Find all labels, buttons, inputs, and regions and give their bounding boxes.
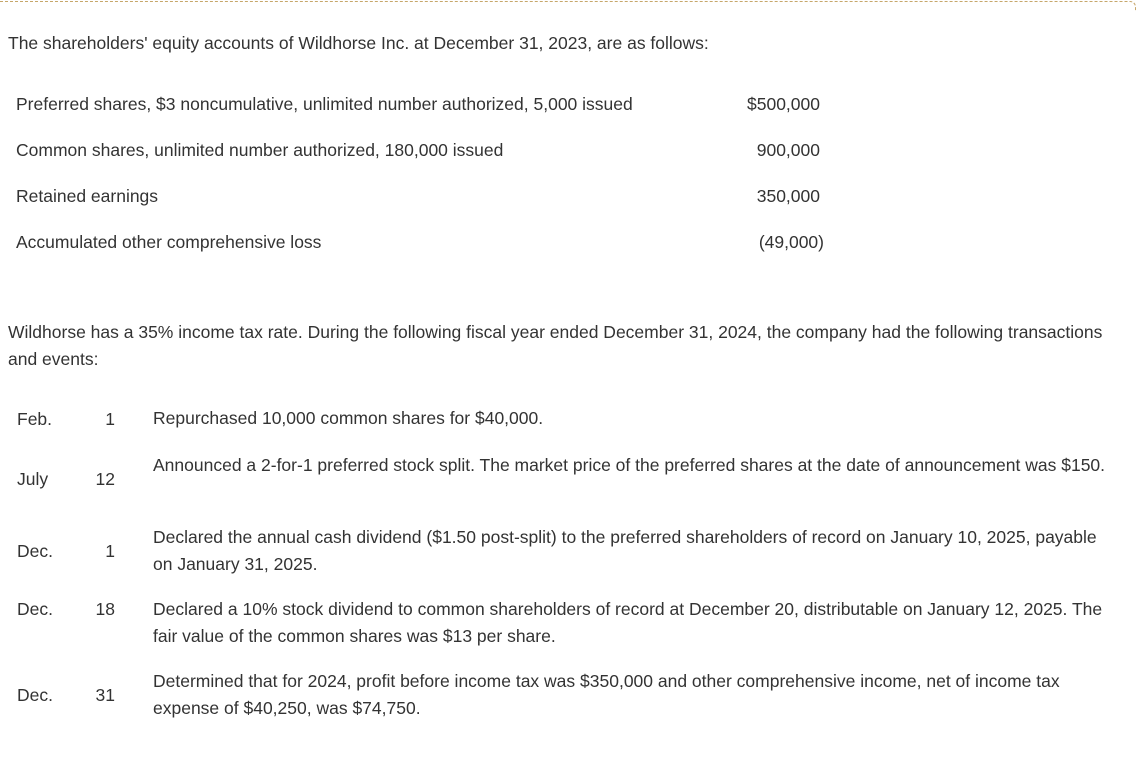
transaction-day: 18 xyxy=(95,599,115,619)
equity-amount: 900,000 xyxy=(756,140,820,160)
equity-label: Accumulated other comprehensive loss xyxy=(16,232,322,252)
equity-row xyxy=(16,182,836,228)
equity-label: Preferred shares, $3 noncumulative, unlimited number authorized, 5,000 issued xyxy=(16,94,633,114)
equity-label: Common shares, unlimited number authorized, 180,000 issued xyxy=(16,140,504,160)
transaction-month: July xyxy=(17,469,49,489)
transaction-day: 12 xyxy=(95,469,115,489)
equity-amount: 350,000 xyxy=(756,186,820,206)
transaction-description: Announced a 2-for-1 preferred stock split. The market price of the preferred shares at the date of announcement was $150. xyxy=(153,455,1106,475)
transaction-day: 1 xyxy=(105,409,115,429)
transaction-month: Dec. xyxy=(17,541,53,561)
transaction-description: Determined that for 2024, profit before income tax was $350,000 and other comprehensive income, net of income tax expense of $40,250, was $74,750. xyxy=(153,671,1060,718)
transaction-day: 1 xyxy=(105,541,115,561)
intro-text: The shareholders' equity accounts of Wildhorse Inc. at December 31, 2023, are as follows: xyxy=(8,33,709,53)
tax-paragraph: Wildhorse has a 35% income tax rate. During the following fiscal year ended December 31, 2024, the company had the following transactions and events: xyxy=(8,322,1103,369)
transaction-month: Feb. xyxy=(17,409,53,429)
transaction-month: Dec. xyxy=(17,685,53,705)
equity-row xyxy=(16,228,836,274)
transaction-month: Dec. xyxy=(17,599,53,619)
equity-amount: $500,000 xyxy=(747,94,820,114)
equity-row xyxy=(16,90,836,136)
transaction-description: Declared the annual cash dividend ($1.50 post-split) to the preferred shareholders of record on January 10, 2025, payable on January 31, 2025. xyxy=(153,527,1097,574)
transaction-description: Repurchased 10,000 common shares for $40,000. xyxy=(153,408,544,428)
question-border xyxy=(0,1,1136,11)
transaction-description: Declared a 10% stock dividend to common shareholders of record at December 20, distributable on January 12, 2025. The fair value of the common shares was $13 per share. xyxy=(153,599,1103,646)
equity-amount: (49,000) xyxy=(758,232,824,252)
transaction-day: 31 xyxy=(95,685,115,705)
equity-accounts-table xyxy=(16,90,836,274)
equity-label: Retained earnings xyxy=(16,186,159,206)
equity-row xyxy=(16,136,836,182)
